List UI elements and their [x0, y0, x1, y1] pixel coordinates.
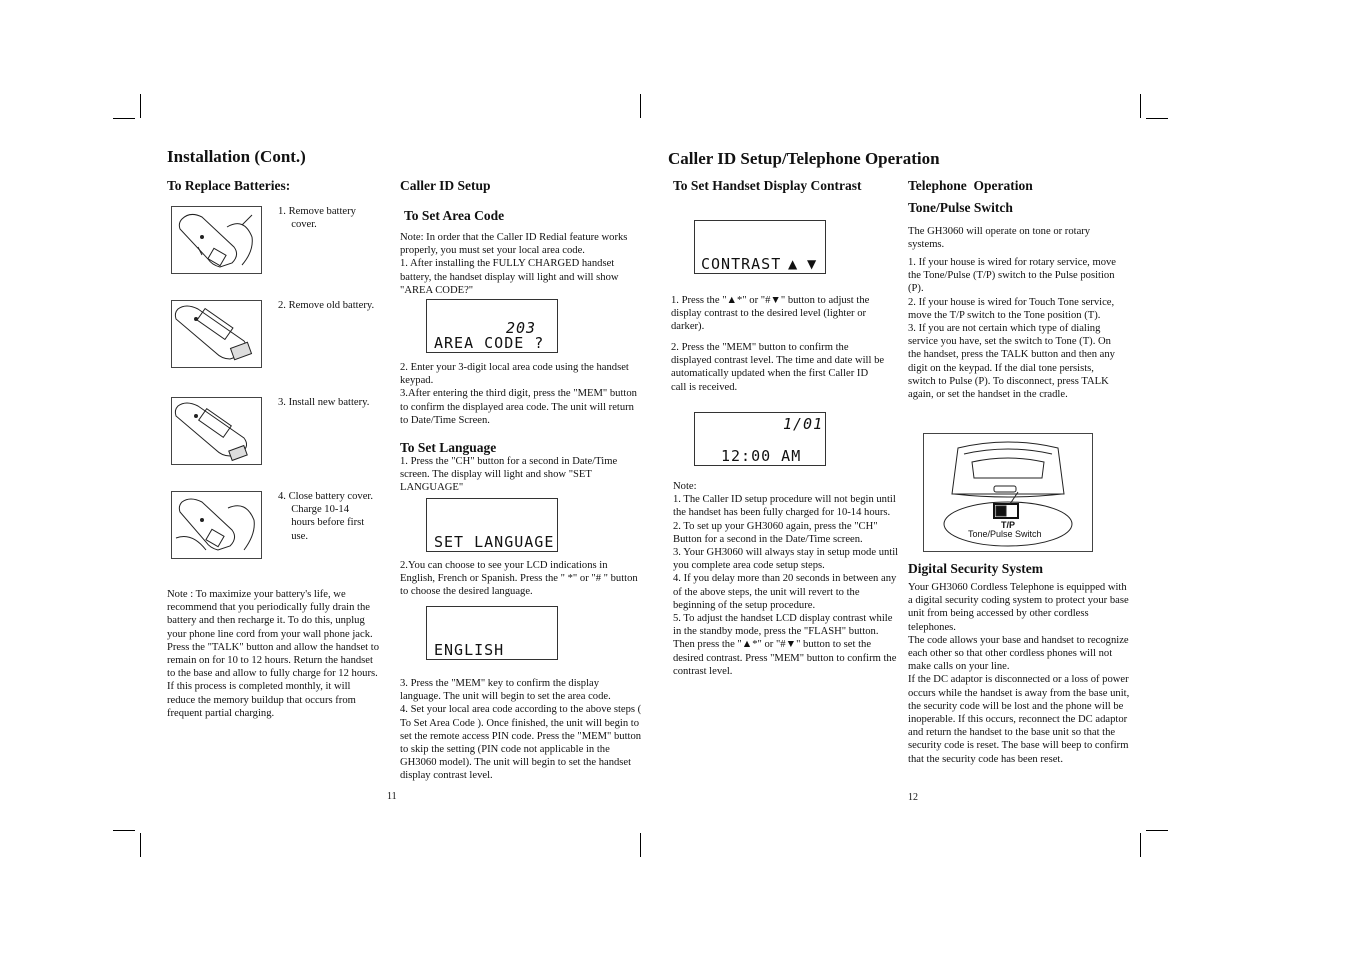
lcd-area-code — [426, 299, 558, 353]
crop-mark — [1140, 833, 1141, 857]
language-text-2: 2.You can choose to see your LCD indications in English, French or Spanish. Press the " *" or "# " button to choose the desired language. — [400, 560, 638, 598]
language-text-1: 1. Press the "CH" button for a second in Date/Time screen. The display will light and show "SET LANGUAGE" — [400, 456, 618, 494]
battery-step-4: 4. Close battery cover. Charge 10-14 hours before first use. — [278, 491, 374, 542]
battery-step-3: 3. Install new battery. — [278, 397, 370, 408]
tone-pulse-switch-label: Tone/Pulse Switch — [968, 529, 1042, 539]
crop-mark — [640, 94, 641, 118]
setup-notes: Note: 1. The Caller ID setup procedure will not begin until the handset has been fully charged for 10-14 hours. 2. To set up your GH3060 again, press the "CH" Button for a second in the Date/Time screen. 3. Your GH3060 will always stay in setup mode until you complete area code setup steps. 4. If you delay more than 20 seconds in between any of the above steps, the unit will revert to the beginning of the setup procedure. 5. To adjust the handset LCD display contrast while in the standby mode, press the "FLASH" button. Then press the "▲*" or "#▼" button to set the desired contrast. Press "MEM" button to confirm the contrast level. — [673, 481, 899, 677]
contrast-text-1: 1. Press the "▲*" or "#▼" button to adjust the display contrast to the desired level (lighter or darker). — [671, 295, 870, 333]
battery-note: Note : To maximize your battery's life, we recommend that you periodically fully drain the battery and then recharge it. To do this, unplug your phone line cord from your wall phone jack. Press the "TALK" button and allow the handset to remain on for 10 to 12 hours. Return the handset to the base and allow to fully charge for 12 hours. If this process is completed monthly, it will reduce the memory buildup that occurs from frequent partial charging. — [167, 589, 379, 719]
caller-id-setup-heading: Caller ID Setup — [400, 178, 491, 193]
crop-mark — [140, 94, 141, 118]
battery-cover-illustration — [171, 206, 262, 274]
lcd-english-text: ENGLISH — [434, 641, 505, 659]
page-title-left: Installation (Cont.) — [167, 147, 306, 166]
lcd-area-code-label: AREA CODE ? — [434, 334, 545, 352]
new-battery-illustration — [171, 397, 262, 465]
up-arrow-icon: ▲ — [788, 257, 798, 271]
area-code-text-1: Note: In order that the Caller ID Redial feature works properly, you must set your local area code. 1. After installing the FULLY CHARGED handset battery, the handset display will light and will show "AREA CODE?" — [400, 232, 628, 296]
phone-base-illustration — [923, 433, 1093, 552]
crop-mark — [1140, 94, 1141, 118]
display-contrast-heading: To Set Handset Display Contrast — [673, 178, 862, 193]
crop-mark — [1146, 118, 1168, 119]
digital-security-heading: Digital Security System — [908, 561, 1043, 576]
crop-mark — [1146, 830, 1168, 831]
page-title-right: Caller ID Setup/Telephone Operation — [668, 149, 940, 168]
crop-mark — [140, 833, 141, 857]
lcd-english — [426, 606, 558, 660]
lcd-area-code-digits: 203 — [506, 319, 537, 337]
area-code-text-2: 2. Enter your 3-digit local area code using the handset keypad. 3.After entering the third digit, press the "MEM" button to confirm the displayed area code. The unit will return to Date/Time Screen. — [400, 362, 637, 426]
lcd-time: 12:00 AM — [721, 447, 802, 465]
page-number-right: 12 — [908, 792, 918, 803]
language-text-3: 3. Press the "MEM" key to confirm the display language. The unit will begin to set the area code. 4. Set your local area code according to the above steps ( To Set Area Code ). Once finished, the unit will begin to set the remote access PIN code. Press the "MEM" button to skip the setting (PIN code not applicable in the GH3060 model). The unit will begin to set the handset display contrast level. — [400, 678, 642, 782]
tone-pulse-heading: Tone/Pulse Switch — [908, 200, 1013, 215]
crop-mark — [113, 118, 135, 119]
tone-pulse-intro: The GH3060 will operate on tone or rotary systems. — [908, 226, 1091, 251]
lcd-date: 1/01 — [783, 415, 824, 433]
battery-step-2: 2. Remove old battery. — [278, 300, 375, 311]
tone-pulse-steps: 1. If your house is wired for rotary service, move the Tone/Pulse (T/P) switch to the Pulse position (P). 2. If your house is wired for Touch Tone service, move the T/P switch to the Tone position (T). 3. If you are not certain which type of dialing service you have, set the switch to Tone (T). On the handset, press the TALK button and then any digit on the keypad. If the dial tone persists, switch to Pulse (P). To disconnect, press TALK again, or set the handset in the cradle. — [908, 257, 1116, 401]
lcd-set-language — [426, 498, 558, 552]
lcd-date-time — [694, 412, 826, 466]
telephone-operation-heading: Telephone Operation — [908, 178, 1033, 193]
contrast-text-2: 2. Press the "MEM" button to confirm the displayed contrast level. The time and date will be automatically updated when the first Caller ID call is received. — [671, 342, 885, 393]
crop-mark — [640, 833, 641, 857]
crop-mark — [113, 830, 135, 831]
battery-step-1: 1. Remove battery cover. — [278, 206, 356, 231]
tp-label: T/P — [1001, 520, 1016, 530]
down-arrow-icon: ▼ — [807, 257, 817, 271]
lcd-contrast-text: CONTRAST — [701, 255, 782, 273]
old-battery-illustration — [171, 300, 262, 368]
page-number-left: 11 — [387, 791, 397, 802]
set-area-code-heading: To Set Area Code — [404, 208, 505, 223]
close-cover-illustration — [171, 491, 262, 559]
lcd-set-language-text: SET LANGUAGE — [434, 533, 555, 551]
set-language-heading: To Set Language — [400, 440, 497, 455]
lcd-contrast — [694, 220, 826, 274]
replace-batteries-heading: To Replace Batteries: — [167, 178, 291, 193]
digital-security-text: Your GH3060 Cordless Telephone is equipped with a digital security coding system to protect your base unit from being accessed by other cordless telephones. The code allows your base and handset to recognize each other so that other cordless phones will not make calls on your line. If the DC adaptor is disconnected or a loss of power occurs while the handset is away from the base unit, the security code will be lost and the phone will be inoperable. If this occurs, reconnect the DC adaptor and return the handset to the base unit so that the security code is reset. The base will beep to confirm that the security code has been reset. — [908, 582, 1130, 765]
